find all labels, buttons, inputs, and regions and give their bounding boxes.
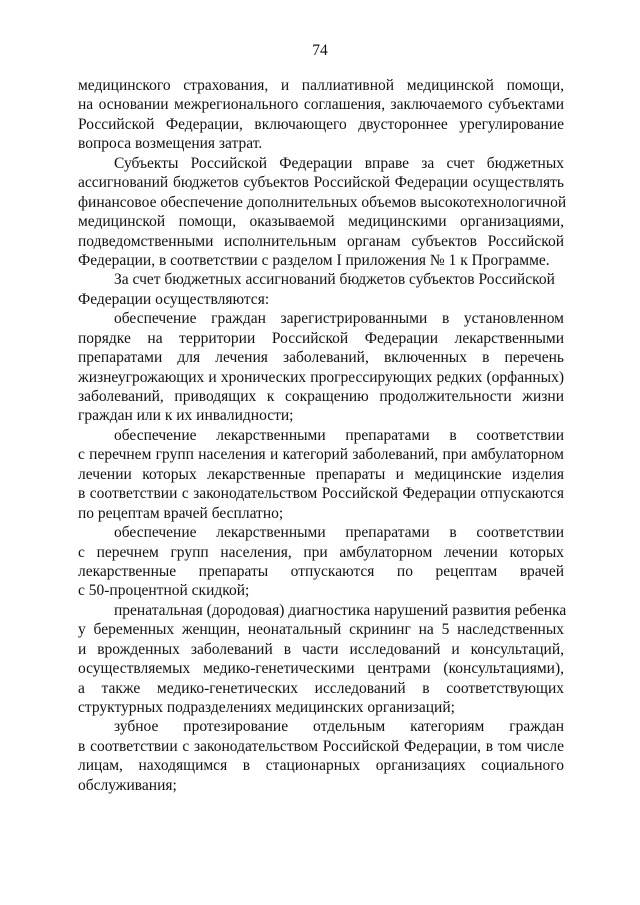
text-line: в соответствии с законодательством Российской Федерации отпускаются [78,485,564,503]
text-line: на основании межрегионального соглашения, заключаемого субъектами [78,96,564,114]
text-line: обеспечение лекарственными препаратами в соответствии [114,426,564,444]
text-line: у беременных женщин, неонатальный скрининг на 5 наследственных [78,621,564,639]
text-line: порядке на территории Российской Федерации лекарственными [78,329,564,347]
text-line: лечении которых лекарственные препараты и медицинские изделия [78,465,564,483]
text-line: граждан или к их инвалидности; [78,407,294,425]
text-line: жизнеугрожающих и хронических прогрессирующих редких (орфанных) [78,368,564,386]
text-line: обеспечение лекарственными препаратами в соответствии [114,524,564,542]
document-body [78,76,567,795]
text-line: лицам, находящимся в стационарных организациях социального [78,757,564,775]
text-line: подведомственными исполнительным органам субъектов Российской [78,232,564,250]
text-line: зубное протезирование отдельным категориям граждан [114,718,564,736]
text-line: осуществляемых медико-генетическими центрами (консультациями), [78,660,564,678]
text-line: Федерации осуществляются: [78,290,270,308]
text-line: финансовое обеспечение дополнительных объемов высокотехнологичной [78,193,567,211]
text-line: Российской Федерации, включающего двустороннее урегулирование [78,115,564,133]
text-line: и врожденных заболеваний в части исследований и консультаций, [78,640,564,658]
text-line: с 50-процентной скидкой; [78,582,250,600]
text-line: в соответствии с законодательством Российской Федерации, в том числе [78,737,564,755]
text-line: по рецептам врачей бесплатно; [78,504,284,522]
text-line: обеспечение граждан зарегистрированными в установленном [114,310,564,328]
text-line: вопроса возмещения затрат. [78,135,263,153]
text-line: препаратами для лечения заболеваний, включенных в перечень [78,349,564,367]
text-line: пренатальная (дородовая) диагностика нарушений развития ребенка [114,601,567,619]
page-number: 74 [312,42,328,59]
text-line: медицинского страхования, и паллиативной медицинской помощи, [78,77,564,94]
text-line: Федерации, в соответствии с разделом I приложения № 1 к Программе. [78,251,550,269]
text-line: За счет бюджетных ассигнований бюджетов субъектов Российской [114,271,555,289]
text-line: обслуживания; [78,776,177,794]
text-line: медицинской помощи, оказываемой медицинскими организациями, [78,213,564,231]
text-line: с перечнем групп населения и категорий заболеваний, при амбулаторном [78,446,564,464]
text-line: с перечнем групп населения, при амбулаторном лечении которых [78,543,564,561]
text-line: структурных подразделениях медицинских организаций; [78,699,455,716]
text-line: а также медико-генетических исследований в соответствующих [78,679,564,697]
text-line: лекарственные препараты отпускаются по рецептам врачей [78,562,564,580]
text-line: Субъекты Российской Федерации вправе за счет бюджетных [114,154,564,172]
text-line: заболеваний, приводящих к сокращению продолжительности жизни [78,388,564,405]
text-line: ассигнований бюджетов субъектов Российской Федерации осуществлять [78,174,564,192]
